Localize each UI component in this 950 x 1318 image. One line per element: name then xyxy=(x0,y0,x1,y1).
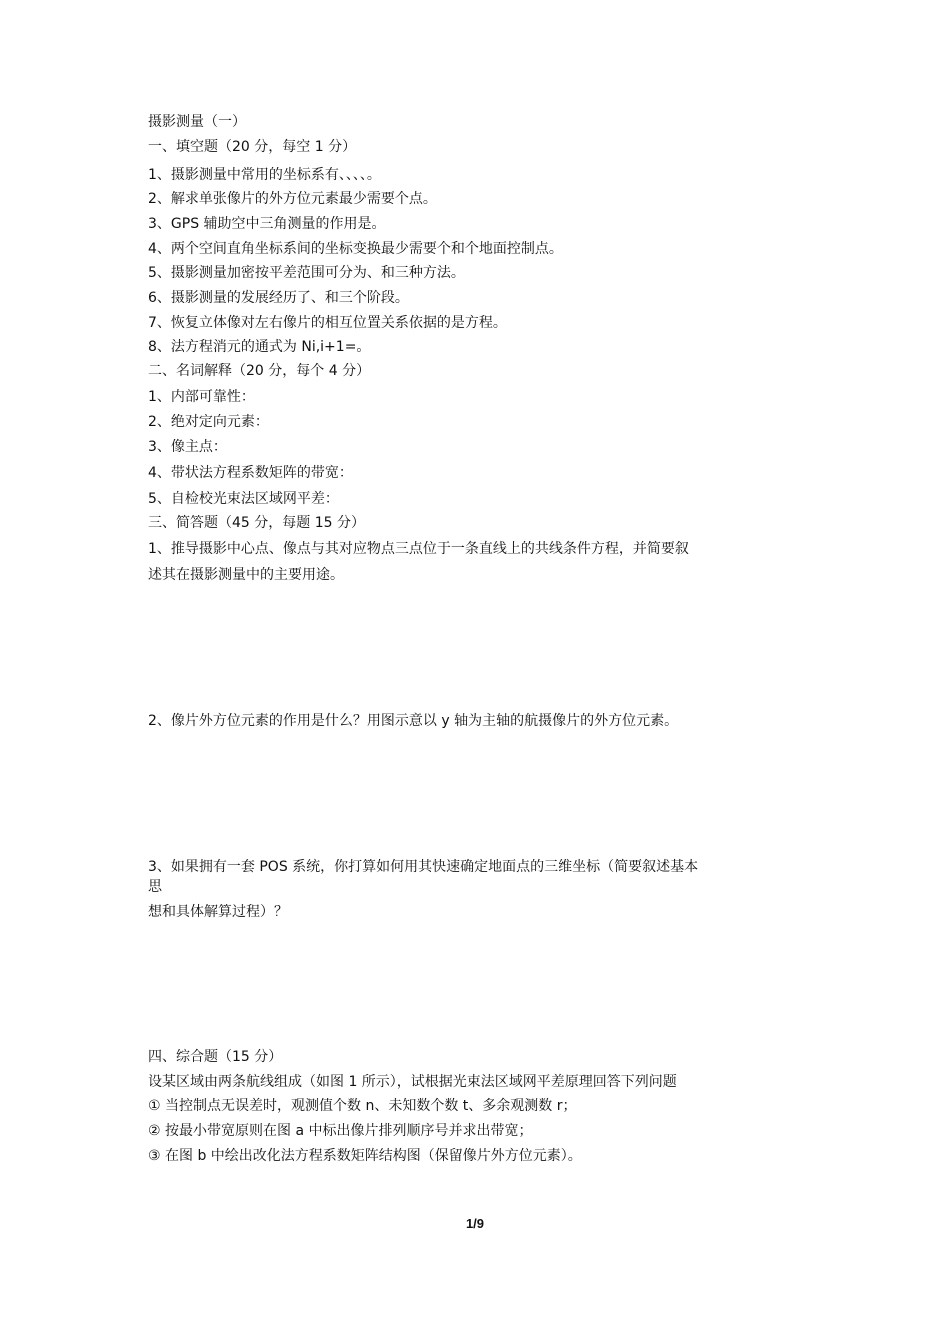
short-answer-question-3: 3、如果拥有一套 POS 系统，你打算如何用其快速确定地面点的三维坐标（简要叙述基本 xyxy=(148,859,699,875)
fill-blank-question: 1、摄影测量中常用的坐标系有、、、、。 xyxy=(148,167,381,183)
short-answer-question-3-cont: 想和具体解算过程）？ xyxy=(148,904,288,920)
term-question: 5、自检校光束法区域网平差： xyxy=(148,491,339,507)
page-number: 1/9 xyxy=(465,1216,485,1231)
section4-heading: 四、综合题（15 分） xyxy=(148,1049,283,1065)
fill-blank-question: 6、摄影测量的发展经历了、和三个阶段。 xyxy=(148,290,409,306)
section2-heading: 二、名词解释（20 分，每个 4 分） xyxy=(148,363,371,379)
fill-blank-question: 4、两个空间直角坐标系间的坐标变换最少需要个和个地面控制点。 xyxy=(148,241,563,257)
comprehensive-question: ② 按最小带宽原则在图 a 中标出像片排列顺序号并求出带宽； xyxy=(148,1123,533,1139)
document-title: 摄影测量（一） xyxy=(148,114,246,130)
comprehensive-question: ① 当控制点无误差时，观测值个数 n、未知数个数 t、多余观测数 r； xyxy=(148,1098,577,1114)
section3-heading: 三、简答题（45 分，每题 15 分） xyxy=(148,515,365,531)
term-question: 3、像主点： xyxy=(148,439,227,455)
short-answer-question-1-cont: 述其在摄影测量中的主要用途。 xyxy=(148,567,344,583)
fill-blank-question: 3、GPS 辅助空中三角测量的作用是。 xyxy=(148,216,386,232)
term-question: 2、绝对定向元素： xyxy=(148,414,269,430)
section1-heading: 一、填空题（20 分，每空 1 分） xyxy=(148,139,357,155)
short-answer-question-2: 2、像片外方位元素的作用是什么？用图示意以 y 轴为主轴的航摄像片的外方位元素。 xyxy=(148,713,679,729)
fill-blank-question: 5、摄影测量加密按平差范围可分为、和三种方法。 xyxy=(148,265,465,281)
term-question: 1、内部可靠性： xyxy=(148,389,255,405)
fill-blank-question: 2、解求单张像片的外方位元素最少需要个点。 xyxy=(148,191,437,207)
comprehensive-question: ③ 在图 b 中绘出改化法方程系数矩阵结构图（保留像片外方位元素）。 xyxy=(148,1148,582,1164)
short-answer-question-1: 1、推导摄影中心点、像点与其对应物点三点位于一条直线上的共线条件方程，并简要叙 xyxy=(148,541,689,557)
fill-blank-question: 7、恢复立体像对左右像片的相互位置关系依据的是方程。 xyxy=(148,315,507,331)
term-question: 4、带状法方程系数矩阵的带宽： xyxy=(148,465,353,481)
fill-blank-question: 8、法方程消元的通式为 Ni,i+1=。 xyxy=(148,339,371,355)
short-answer-question-3-cont: 思 xyxy=(148,879,162,895)
section4-intro: 设某区域由两条航线组成（如图 1 所示），试根据光束法区域网平差原理回答下列问题 xyxy=(148,1074,677,1090)
